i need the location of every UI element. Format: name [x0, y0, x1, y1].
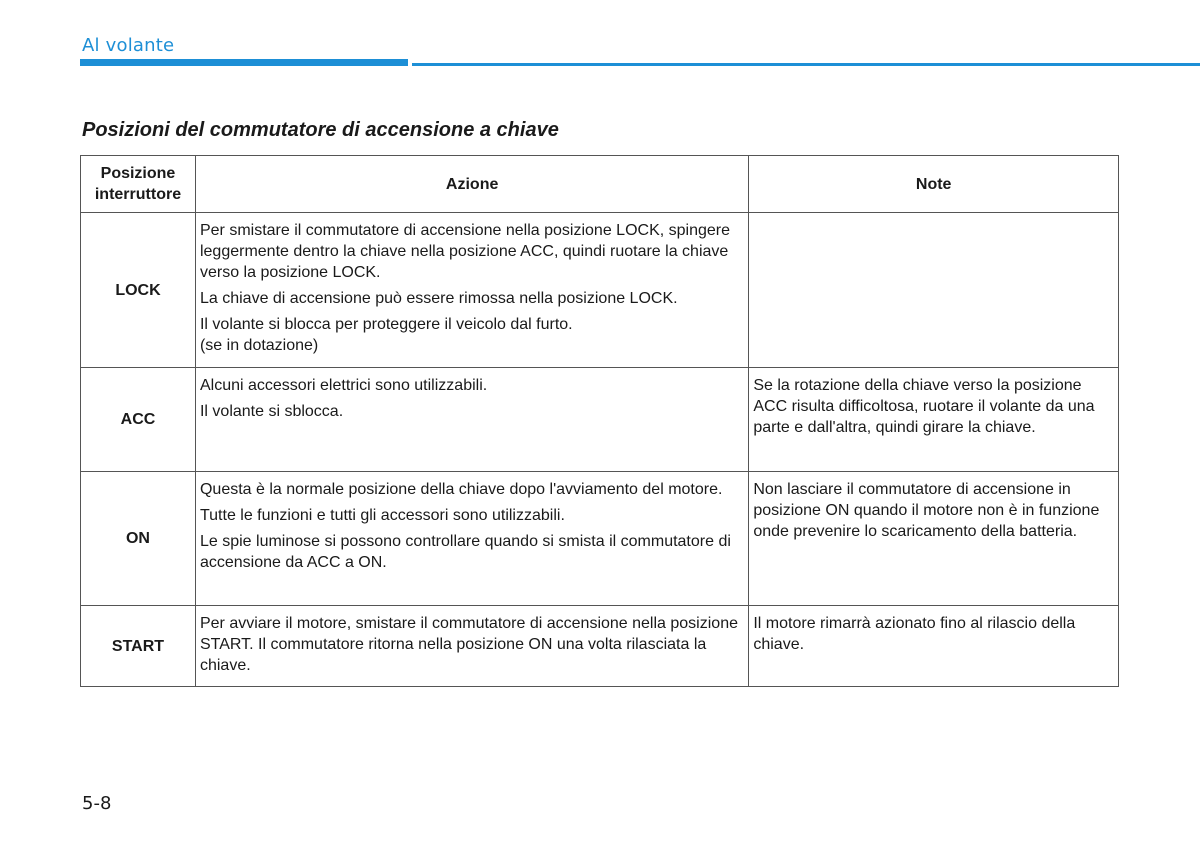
- action-text: Questa è la normale posizione della chiave dopo l'avviamento del motore.: [199, 481, 723, 498]
- action-cell: [195, 606, 748, 687]
- section-title: Posizioni del commutatore di accensione a chiave: [82, 119, 559, 141]
- action-cell: [195, 472, 748, 606]
- column-header-position-line2: interruttore: [94, 186, 182, 203]
- action-text-line: (se in dotazione): [199, 337, 319, 354]
- header-rule: [412, 63, 1200, 66]
- action-text: Tutte le funzioni e tutti gli accessori sono utilizzabili.: [199, 507, 565, 524]
- notes-cell: [749, 213, 1119, 368]
- table-row-acc: [81, 368, 1119, 472]
- notes-cell: Il motore rimarrà azionato fino al rilascio della chiave.: [749, 606, 1119, 687]
- table-row-lock: [81, 213, 1119, 368]
- column-header-action: Azione: [195, 156, 748, 213]
- action-text: Alcuni accessori elettrici sono utilizzabili.: [199, 377, 488, 394]
- position-cell: LOCK: [81, 213, 196, 368]
- column-header-notes: Note: [749, 156, 1119, 213]
- table-row-start: [81, 606, 1119, 687]
- action-text: Il volante si sblocca.: [199, 403, 344, 420]
- action-text-line: Il volante si blocca per proteggere il veicolo dal furto.: [199, 316, 573, 333]
- action-text: Le spie luminose si possono controllare quando si smista il commutatore di accensione da ACC a ON.: [199, 533, 731, 571]
- column-header-position: [81, 156, 196, 213]
- position-cell: ACC: [81, 368, 196, 472]
- header-accent-bar: [80, 59, 408, 66]
- position-cell: START: [81, 606, 196, 687]
- header-title: Al volante: [82, 35, 175, 56]
- table-header-row: [81, 156, 1119, 213]
- column-header-position-line1: Posizione: [100, 165, 176, 182]
- notes-cell: Non lasciare il commutatore di accensione in posizione ON quando il motore non è in funzione onde prevenire lo scaricamento della batteria.: [749, 472, 1119, 606]
- notes-cell: Se la rotazione della chiave verso la posizione ACC risulta difficoltosa, ruotare il volante da una parte e dall'altra, quindi girare la chiave.: [749, 368, 1119, 472]
- position-cell: ON: [81, 472, 196, 606]
- action-text: Per smistare il commutatore di accensione nella posizione LOCK, spingere leggermente dentro la chiave nella posizione ACC, quindi ruotare la chiave verso la posizione LOCK.: [199, 222, 730, 281]
- action-text: La chiave di accensione può essere rimossa nella posizione LOCK.: [199, 290, 678, 307]
- page-number: 5-8: [82, 793, 112, 814]
- ignition-positions-table: [80, 155, 1119, 687]
- action-text: [200, 314, 744, 356]
- action-text: Per avviare il motore, smistare il commutatore di accensione nella posizione START. Il commutatore ritorna nella posizione ON una volta rilasciata la chiave.: [199, 615, 738, 674]
- action-cell: [195, 368, 748, 472]
- table-row-on: [81, 472, 1119, 606]
- action-cell: [195, 213, 748, 368]
